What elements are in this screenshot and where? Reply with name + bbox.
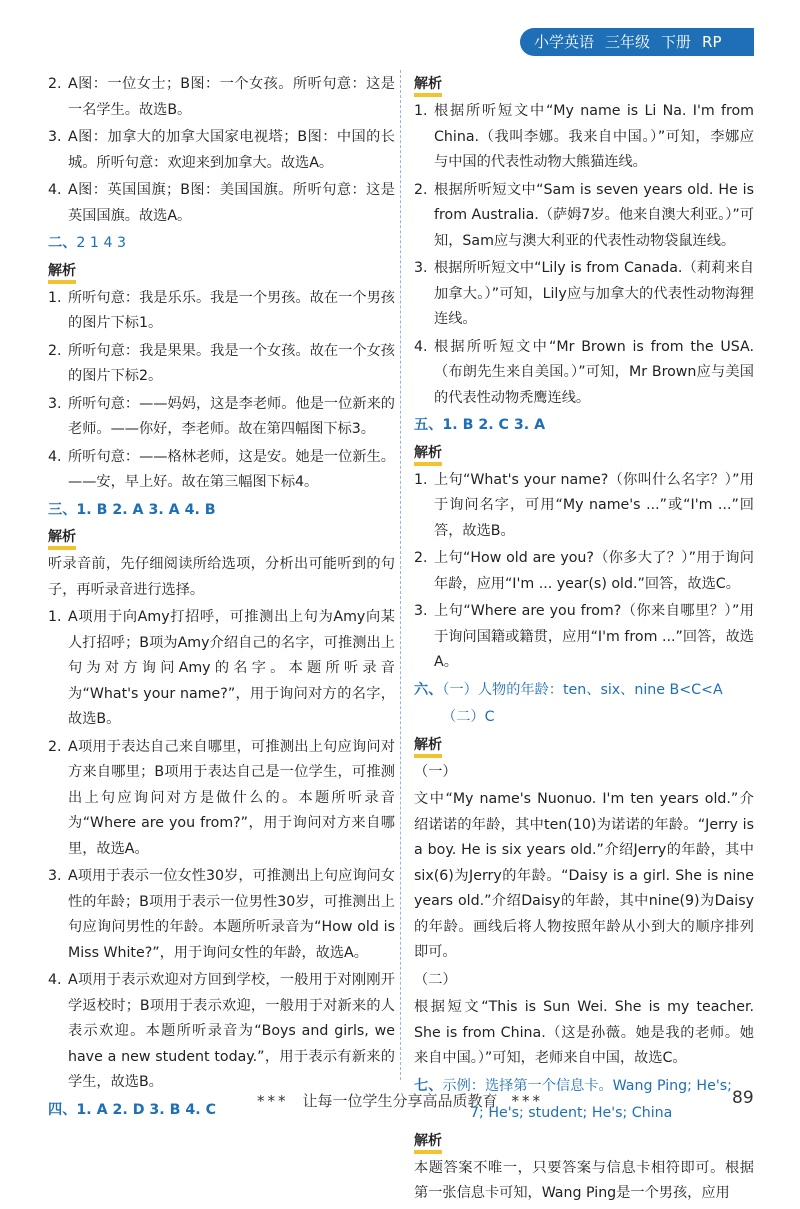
list-item: 4. 根据所听短文中“Mr Brown is from the USA.（布朗先生来自美国。）”可知，Mr Brown应与美国的代表性动物秃鹰连线。 xyxy=(414,338,754,406)
analysis-heading: 解析 xyxy=(48,262,76,284)
stars-right: *** xyxy=(511,1092,543,1110)
analysis-heading: 解析 xyxy=(414,1132,442,1154)
list-item: 3. 上句“Where are you from?（你来自哪里？）”用于询问国籍或籍贯，应用“I'm from ...”回答，故选A。 xyxy=(414,603,754,670)
section-6-paragraph-1: 文中“My name's Nuonuo. I'm ten years old.”介绍诺诺的年龄，其中ten(10)为诺诺的年龄。“Jerry is a boy. He is six years old.”介绍Jerry的年龄，其中six(6)为Jerry的年龄。“Daisy is a girl. She is nine years old.”介绍Daisy的年龄，其中nine(9)为Daisy的年龄。画线后将人物按照年龄从小到大的顺序排列即可。 xyxy=(414,791,754,960)
list-item: 4. A图：英国国旗；B图：美国国旗。所听句意：这是英国国旗。故选A。 xyxy=(48,182,395,224)
list-item: 4. A项用于表示欢迎对方回到学校，一般用于对刚刚开学返校时；B项用于表示欢迎，一般用于对新来的人表示欢迎。本题所听录音为“Boys and girls, we have a new student today.”，用于表示有新来的学生，故选B。 xyxy=(48,972,395,1090)
volume-label: 下册 xyxy=(661,33,692,51)
list-item: 4. 所听句意：——格林老师，这是安。她是一位新生。——安，早上好。故在第三幅图下标4。 xyxy=(48,448,395,490)
list-item: 2. 所听句意：我是果果。我是一个女孩。故在一个女孩的图片下标2。 xyxy=(48,342,395,384)
list-item: 2. 根据所听短文中“Sam is seven years old. He is from Australia.（萨姆7岁。他来自澳大利亚。）”可知，Sam应与澳大利亚的代表性动物袋鼠连线。 xyxy=(414,181,754,249)
list-item: 1. 所听句意：我是乐乐。我是一个男孩。故在一个男孩的图片下标1。 xyxy=(48,289,395,331)
section-4-answer: 四、1. A 2. D 3. B 4. C xyxy=(48,1101,216,1118)
analysis-heading: 解析 xyxy=(414,736,442,758)
section-3-intro: 听录音前，先仔细阅读所给选项，分析出可能听到的句子，再听录音进行选择。 xyxy=(48,556,395,598)
stars-left: *** xyxy=(256,1092,289,1110)
list-item: 3. A图：加拿大的加拿大国家电视塔；B图：中国的长城。所听句意：欢迎来到加拿大。故选A。 xyxy=(48,129,395,171)
column-divider xyxy=(400,70,401,1080)
analysis-heading: 解析 xyxy=(414,75,442,97)
subsection-label: （一） xyxy=(414,763,457,780)
list-item: 3. 所听句意：——妈妈，这是李老师。他是一位新来的老师。——你好，李老师。故在第四幅图下标3。 xyxy=(48,395,395,437)
analysis-heading: 解析 xyxy=(48,528,76,550)
subject-label: 小学英语 xyxy=(534,33,595,51)
analysis-heading: 解析 xyxy=(414,444,442,466)
footer xyxy=(0,1090,800,1111)
section-6-answer: 六、（一）人物的年龄：ten、six、nine B<C<A xyxy=(414,681,723,698)
section-7-answer: 七、示例：选择第一个信息卡。Wang Ping; He's; xyxy=(414,1077,732,1094)
footer-slogan: 让每一位学生分享高品质教育 xyxy=(302,1092,498,1110)
grade-label: 三年级 xyxy=(605,33,651,51)
page-number: 89 xyxy=(732,1088,754,1108)
section-5-answer: 五、1. B 2. C 3. A xyxy=(414,417,546,433)
section-6-paragraph-2: 根据短文“This is Sun Wei. She is my teacher. She is from China.（这是孙薇。她是我的老师。她来自中国。）”可知，老师来自中国，故选C。 xyxy=(414,999,754,1066)
edition-label: RP xyxy=(702,33,722,51)
section-7-paragraph: 本题答案不唯一，只要答案与信息卡相符即可。根据第一张信息卡可知，Wang Ping是一个男孩，应用 xyxy=(414,1159,754,1201)
list-item: 2. A项用于表达自己来自哪里，可推测出上句应询问对方来自哪里；B项用于表达自己是一位学生，可推测出上句应询问对方是做什么的。本题所听录音为“Where are you from?”，用于询问对方来自哪里，故选A。 xyxy=(48,738,395,857)
section-7-answer-2: 7; He's; student; He's; China xyxy=(470,1105,673,1121)
list-item: 3. A项用于表示一位女性30岁，可推测出上句应询问女性的年龄；B项用于表示一位男性30岁，可推测出上句应询问男性的年龄。本题所听录音为“How old is Miss White?”，用于询问女性的年龄，故选A。 xyxy=(48,868,395,961)
list-item: 2. A图：一位女士；B图：一个女孩。所听句意：这是一名学生。故选B。 xyxy=(48,76,395,118)
list-item: 1. A项用于向Amy打招呼，可推测出上句为Amy向某人打招呼；B项为Amy介绍自己的名字，可推测出上句为对方询问Amy的名字。本题所听录音为“What's your name?”，用于询问对方的名字，故选B。 xyxy=(48,609,395,727)
list-item: 1. 上句“What's your name?（你叫什么名字？）”用于询问名字，可用“My name's ...”或“I'm ...”回答，故选B。 xyxy=(414,471,754,539)
subsection-label: （二） xyxy=(414,971,457,988)
list-item: 1. 根据所听短文中“My name is Li Na. I'm from China.（我叫李娜。我来自中国。）”可知，李娜应与中国的代表性动物大熊猫连线。 xyxy=(414,103,754,170)
list-item: 2. 上句“How old are you?（你多大了？）”用于询问年龄，应用“I'm ... year(s) old.”回答，故选C。 xyxy=(414,550,754,592)
list-item: 3. 根据所听短文中“Lily is from Canada.（莉莉来自加拿大。）”可知，Lily应与加拿大的代表性动物海狸连线。 xyxy=(414,260,754,327)
section-3-answer: 三、1. B 2. A 3. A 4. B xyxy=(48,501,216,518)
right-column xyxy=(414,72,754,1209)
section-2-answer: 二、2 1 4 3 xyxy=(48,235,127,251)
section-6-answer-2: （二）C xyxy=(442,709,495,725)
left-column xyxy=(48,72,395,1125)
subject-tag xyxy=(520,28,754,56)
